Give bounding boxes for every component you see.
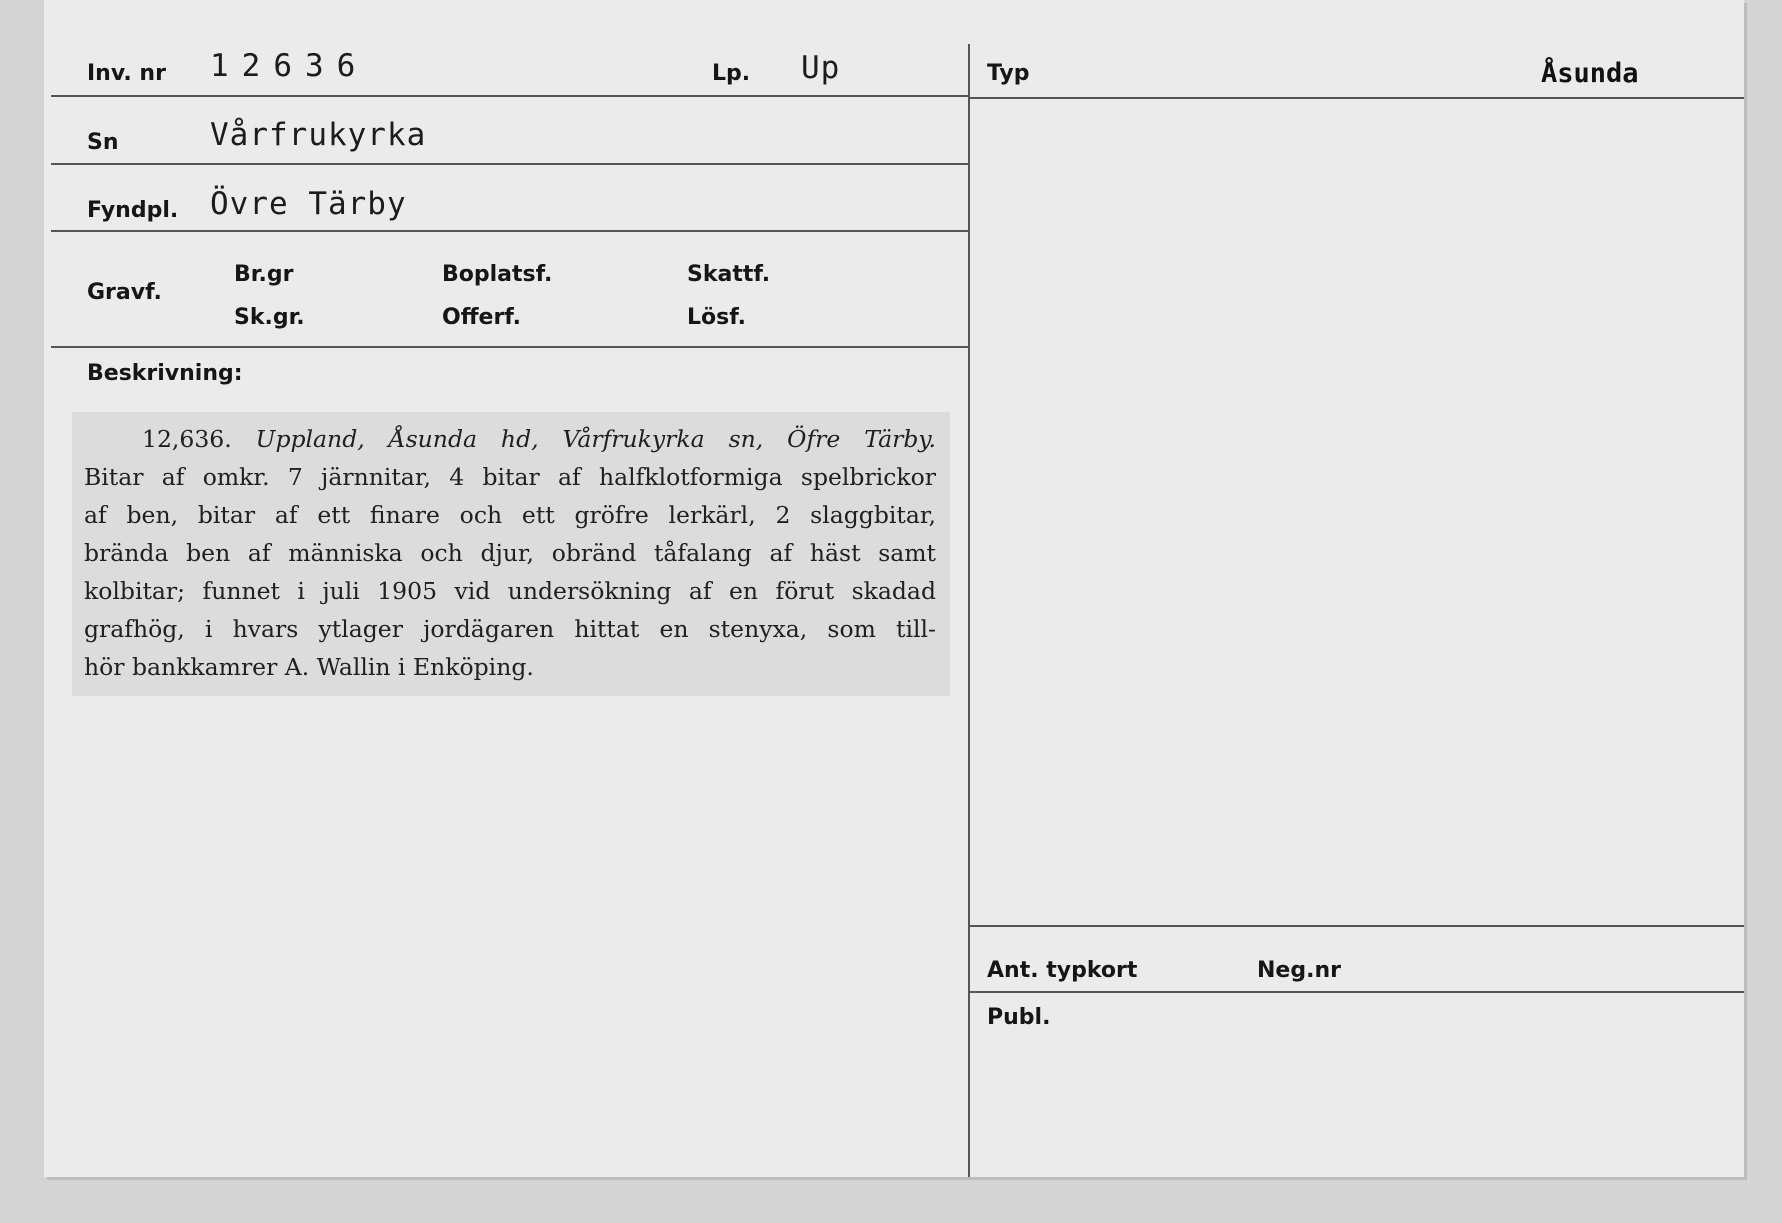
lp-label: Lp. (712, 61, 751, 86)
sn-label: Sn (87, 130, 119, 155)
offerf-label: Offerf. (442, 305, 522, 330)
sn-value: Vårfrukyrka (210, 117, 427, 153)
description-number: 12,636. (142, 425, 232, 453)
typ-label: Typ (987, 61, 1030, 86)
inv-nr-label: Inv. nr (87, 61, 166, 86)
boplatsf-label: Boplatsf. (442, 262, 553, 287)
lp-value: Up (801, 50, 841, 86)
description-line: grafhög, i hvars ytlager jordägaren hittat en stenyxa, som till- (84, 615, 936, 643)
ant-typkort-label: Ant. typkort (987, 958, 1138, 983)
description-line: kolbitar; funnet i juli 1905 vid undersökning af en förut skadad (84, 577, 936, 605)
description-line: brända ben af människa och djur, obränd tåfalang af häst samt (84, 539, 936, 567)
row-divider (51, 95, 968, 97)
row-divider (970, 991, 1744, 993)
description-line: af ben, bitar af ett finare och ett gröfre lerkärl, 2 slaggbitar, (84, 501, 936, 529)
publ-label: Publ. (987, 1005, 1051, 1030)
inv-nr-value: 12636 (210, 48, 369, 84)
gravf-label: Gravf. (87, 280, 162, 305)
description-line: Bitar af omkr. 7 järnnitar, 4 bitar af halfklotformiga spelbrickor (84, 463, 936, 491)
skgr-label: Sk.gr. (234, 305, 305, 330)
losf-label: Lösf. (687, 305, 746, 330)
fyndpl-label: Fyndpl. (87, 198, 179, 223)
row-divider (51, 346, 968, 348)
row-divider (51, 230, 968, 232)
fyndpl-value: Övre Tärby (210, 186, 407, 222)
column-divider (968, 44, 970, 1177)
description-line: hör bankkamrer A. Wallin i Enköping. (84, 653, 534, 681)
catalog-card (44, 0, 1744, 1177)
row-divider (970, 97, 1744, 99)
neg-nr-label: Neg.nr (1257, 958, 1341, 983)
row-divider (51, 163, 968, 165)
description-line (84, 420, 936, 458)
beskrivning-label: Beskrivning: (87, 361, 243, 386)
row-divider (970, 925, 1744, 927)
skattf-label: Skattf. (687, 262, 771, 287)
description-clipping (72, 412, 950, 696)
typ-value: Åsunda (1541, 58, 1639, 89)
description-heading: Uppland, Åsunda hd, Vårfrukyrka sn, Öfre Tärby. (255, 425, 936, 453)
brgr-label: Br.gr (234, 262, 294, 287)
